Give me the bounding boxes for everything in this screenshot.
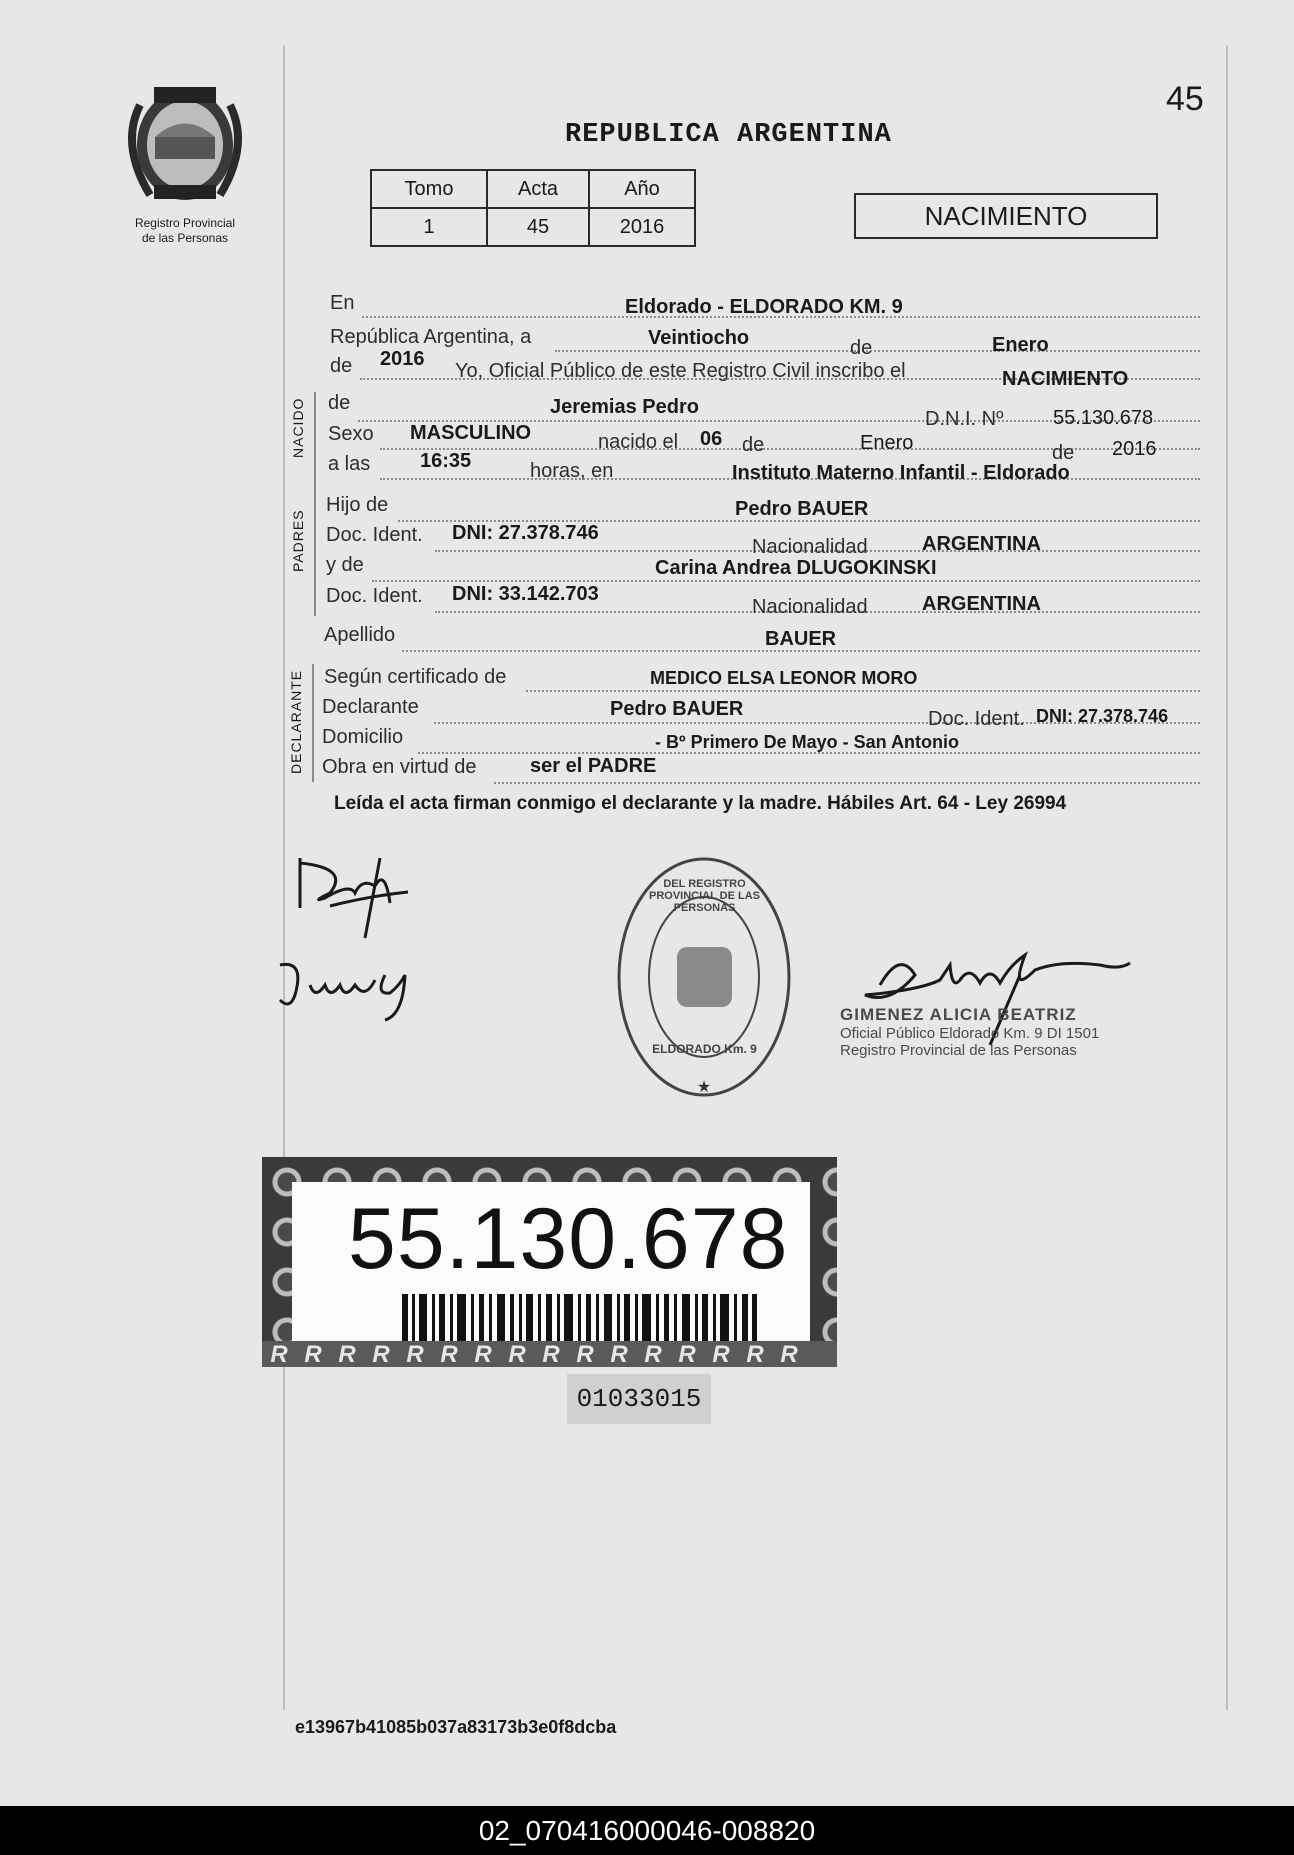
label-hijo: Hijo de	[326, 494, 389, 516]
value-father-nationality: ARGENTINA	[922, 533, 1041, 555]
record-type-box: NACIMIENTO	[854, 193, 1158, 239]
label-a-las: a las	[328, 453, 371, 475]
dotted-line	[372, 580, 1200, 582]
side-label-nacido: NACIDO	[290, 397, 306, 458]
id-barcode-sticker	[262, 1157, 837, 1367]
label-nacionalidad-mother: Nacionalidad	[752, 596, 868, 618]
value-inscribo: NACIMIENTO	[1002, 368, 1129, 390]
label-obra: Obra en virtud de	[322, 756, 477, 778]
label-nacido: nacido el	[598, 431, 679, 453]
ref-header-tomo: Tomo	[371, 170, 487, 208]
value-mother-name: Carina Andrea DLUGOKINSKI	[655, 557, 937, 579]
value-declarante: Pedro BAUER	[610, 698, 744, 720]
signature-declarant	[290, 848, 420, 948]
label-republica: República Argentina, a	[330, 326, 532, 348]
dotted-line	[380, 448, 1200, 450]
value-obra: ser el PADRE	[530, 755, 657, 777]
label-oficial: Yo, Oficial Público de este Registro Civil inscribo el	[455, 360, 906, 382]
side-label-declarante: DECLARANTE	[288, 669, 304, 774]
label-en: En	[330, 292, 355, 314]
registrar-stamp	[840, 1005, 1140, 1059]
security-strip: R R R R R R R R R R R R R R R R	[262, 1341, 837, 1367]
label-dni: D.N.I. Nº	[925, 408, 1004, 430]
ref-value-tomo: 1	[371, 208, 487, 246]
value-father-name: Pedro BAUER	[735, 498, 869, 520]
value-child-name: Jeremias Pedro	[550, 396, 699, 418]
ref-value-acta: 45	[487, 208, 589, 246]
ref-header-ano: Año	[589, 170, 695, 208]
registrar-name: GIMENEZ ALICIA BEATRIZ	[840, 1005, 1077, 1024]
label-doc-father: Doc. Ident.	[326, 524, 423, 546]
barcode-icon	[402, 1294, 757, 1342]
value-apellido: BAUER	[765, 628, 837, 650]
dotted-line	[526, 690, 1200, 692]
label-de5: de	[1052, 442, 1075, 464]
value-declarante-doc: DNI: 27.378.746	[1036, 706, 1169, 726]
value-birth-place: Instituto Materno Infantil - Eldorado	[732, 462, 1070, 484]
closing-statement: Leída el acta firman conmigo el declarante y la madre. Hábiles Art. 64 - Ley 26994	[334, 793, 1067, 814]
registrar-office: Registro Provincial de las Personas	[840, 1042, 1077, 1059]
value-father-doc: DNI: 27.378.746	[452, 522, 599, 544]
side-label-padres: PADRES	[290, 509, 306, 572]
value-mother-nationality: ARGENTINA	[922, 593, 1041, 615]
logo-caption-line1: Registro Provincial	[134, 216, 236, 230]
value-day: Veintiocho	[648, 327, 750, 349]
svg-text:★: ★	[696, 1079, 712, 1096]
document-title: REPUBLICA ARGENTINA	[565, 120, 892, 150]
stamp-ring-text: DEL REGISTRO PROVINCIAL DE LAS PERSONAS	[648, 878, 761, 914]
value-certificado: MEDICO ELSA LEONOR MORO	[650, 668, 918, 688]
label-de2: de	[330, 355, 353, 377]
page-number: 45	[1166, 80, 1204, 118]
label-y-de: y de	[326, 554, 364, 576]
official-stamp	[612, 852, 797, 1102]
section-bar-nacido	[314, 392, 316, 496]
stamp-bottom-text: ELDORADO Km. 9	[652, 1042, 757, 1056]
value-birth-year: 2016	[1112, 438, 1157, 460]
value-birth-day: 06	[700, 428, 723, 450]
label-segun: Según certificado de	[324, 666, 507, 688]
ref-header-acta: Acta	[487, 170, 589, 208]
serial-number: 01033015	[567, 1374, 711, 1424]
barcode-number: 55.130.678	[348, 1191, 789, 1287]
footer-id: 02_070416000046-008820	[0, 1806, 1294, 1855]
value-month: Enero	[992, 334, 1049, 356]
value-birth-month: Enero	[860, 432, 914, 454]
ref-value-ano: 2016	[589, 208, 695, 246]
value-domicilio: - Bº Primero De Mayo - San Antonio	[655, 732, 959, 752]
label-sexo: Sexo	[328, 423, 374, 445]
label-nacionalidad-father: Nacionalidad	[752, 536, 868, 558]
label-domicilio: Domicilio	[322, 726, 404, 748]
barcode-card	[292, 1182, 810, 1342]
value-locality: Eldorado - ELDORADO KM. 9	[625, 296, 903, 318]
label-doc-declarante: Doc. Ident.	[928, 708, 1025, 730]
label-declarante: Declarante	[322, 696, 419, 718]
section-bar-declarante	[312, 664, 314, 782]
document-hash: e13967b41085b037a83173b3e0f8dcba	[295, 1717, 617, 1737]
value-year: 2016	[380, 348, 425, 370]
signature-mother	[275, 955, 435, 1025]
label-de: de	[850, 337, 873, 359]
value-mother-doc: DNI: 33.142.703	[452, 583, 599, 605]
dotted-line	[494, 782, 1200, 784]
section-bar-padres	[314, 496, 316, 616]
label-de3: de	[328, 392, 351, 414]
value-sexo: MASCULINO	[410, 422, 532, 444]
registrar-title: Oficial Público Eldorado Km. 9 DI 1501	[840, 1025, 1100, 1042]
value-dni: 55.130.678	[1053, 407, 1154, 429]
label-doc-mother: Doc. Ident.	[326, 585, 423, 607]
label-apellido: Apellido	[324, 624, 396, 646]
label-de4: de	[742, 434, 765, 456]
dotted-line	[555, 350, 1200, 352]
value-birth-time: 16:35	[420, 450, 472, 472]
logo-caption-line2: de las Personas	[141, 231, 229, 245]
label-horas: horas, en	[530, 460, 614, 482]
